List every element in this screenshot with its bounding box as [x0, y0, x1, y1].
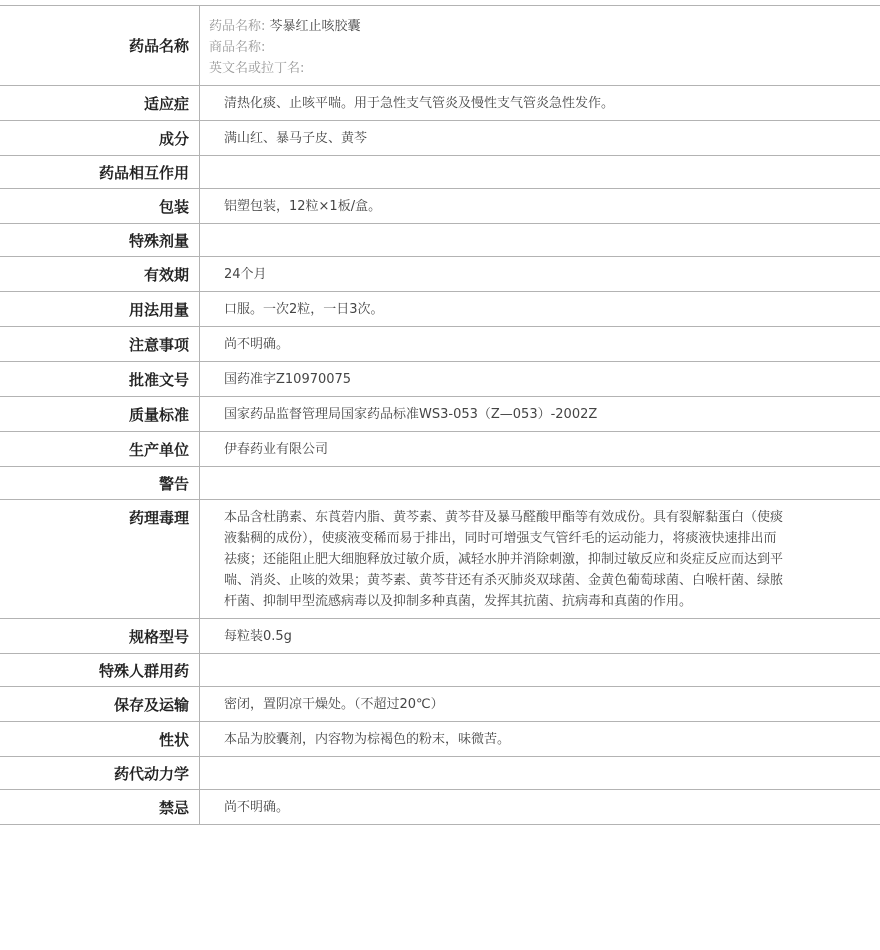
row-description [0, 722, 880, 757]
row-label: 特殊人群用药 [0, 654, 200, 686]
row-label: 批准文号 [0, 362, 200, 396]
row-value: 铝塑包装，12粒×1板/盒。 [224, 199, 382, 214]
row-value: 本品为胶囊剂，内容物为棕褐色的粉末，味微苦。 [224, 732, 511, 747]
row-label: 警告 [0, 467, 200, 499]
row-usage-dosage [0, 292, 880, 327]
row-shelf-life [0, 257, 880, 292]
row-approval-number [0, 362, 880, 397]
generic-name-line [209, 16, 870, 37]
row-label: 生产单位 [0, 432, 200, 466]
row-warning [0, 467, 880, 500]
drug-info-table [0, 5, 880, 825]
row-value: 24个月 [224, 267, 267, 282]
english-name-line [209, 58, 870, 79]
row-special-populations [0, 654, 880, 687]
row-ingredients [0, 121, 880, 156]
trade-name-line [209, 37, 870, 58]
trade-name-label: 商品名称: [209, 40, 266, 55]
row-value: 尚不明确。 [224, 337, 290, 352]
row-value [200, 224, 880, 256]
row-label: 有效期 [0, 257, 200, 291]
row-label: 禁忌 [0, 790, 200, 824]
row-label: 质量标准 [0, 397, 200, 431]
row-label: 成分 [0, 121, 200, 155]
row-contraindications [0, 790, 880, 825]
row-value [200, 757, 880, 789]
row-indications [0, 86, 880, 121]
row-value: 国家药品监督管理局国家药品标准WS3-053（Z—053）-2002Z [224, 407, 598, 422]
row-packaging [0, 189, 880, 224]
row-value: 国药准字Z10970075 [224, 372, 352, 387]
row-special-dosage [0, 224, 880, 257]
row-value: 每粒装0.5g [224, 629, 292, 644]
english-name-label: 英文名或拉丁名: [209, 61, 305, 76]
row-storage [0, 687, 880, 722]
row-label: 药品相互作用 [0, 156, 200, 188]
row-quality-standard [0, 397, 880, 432]
row-label: 药理毒理 [0, 500, 200, 618]
row-value: 尚不明确。 [224, 800, 290, 815]
row-label: 适应症 [0, 86, 200, 120]
row-interactions [0, 156, 880, 189]
row-value [200, 6, 880, 85]
row-value: 本品含杜鹃素、东莨菪内脂、黄芩素、黄芩苷及暴马醛酸甲酯等有效成份。具有裂解黏蛋白（使痰液黏稠的成份），使痰液变稀而易于排出，同时可增强支气管纤毛的运动能力，将痰液快速排出而祛痰；还能阻止肥大细胞释放过敏介质，减轻水肿并消除刺激，抑制过敏反应和炎症反应而达到平喘、消炎、止咳的效果；黄芩素、黄芩苷还有杀灭肺炎双球菌、金黄色葡萄球菌、白喉杆菌、绿脓杆菌、抑制甲型流感病毒以及抑制多种真菌，发挥其抗菌、抗病毒和真菌的作用。 [224, 510, 784, 609]
row-label: 特殊剂量 [0, 224, 200, 256]
row-label: 性状 [0, 722, 200, 756]
row-value [200, 467, 880, 499]
row-label: 规格型号 [0, 619, 200, 653]
row-label: 药代动力学 [0, 757, 200, 789]
row-drug-name [0, 6, 880, 86]
row-label: 保存及运输 [0, 687, 200, 721]
row-label: 包装 [0, 189, 200, 223]
row-label: 注意事项 [0, 327, 200, 361]
row-manufacturer [0, 432, 880, 467]
row-value [200, 654, 880, 686]
row-value: 口服。一次2粒，一日3次。 [224, 302, 384, 317]
row-value: 伊春药业有限公司 [224, 442, 329, 457]
row-value: 密闭，置阴凉干燥处。（不超过20℃） [224, 697, 444, 712]
generic-name-label: 药品名称: [209, 19, 266, 34]
generic-name-value: 芩暴红止咳胶囊 [269, 19, 361, 34]
row-pharmacology [0, 500, 880, 619]
row-pharmacokinetics [0, 757, 880, 790]
row-specification [0, 619, 880, 654]
row-value [200, 156, 880, 188]
row-value: 清热化痰、止咳平喘。用于急性支气管炎及慢性支气管炎急性发作。 [224, 96, 615, 111]
row-label: 用法用量 [0, 292, 200, 326]
row-label: 药品名称 [0, 6, 200, 85]
row-precautions [0, 327, 880, 362]
row-value: 满山红、暴马子皮、黄芩 [224, 131, 368, 146]
